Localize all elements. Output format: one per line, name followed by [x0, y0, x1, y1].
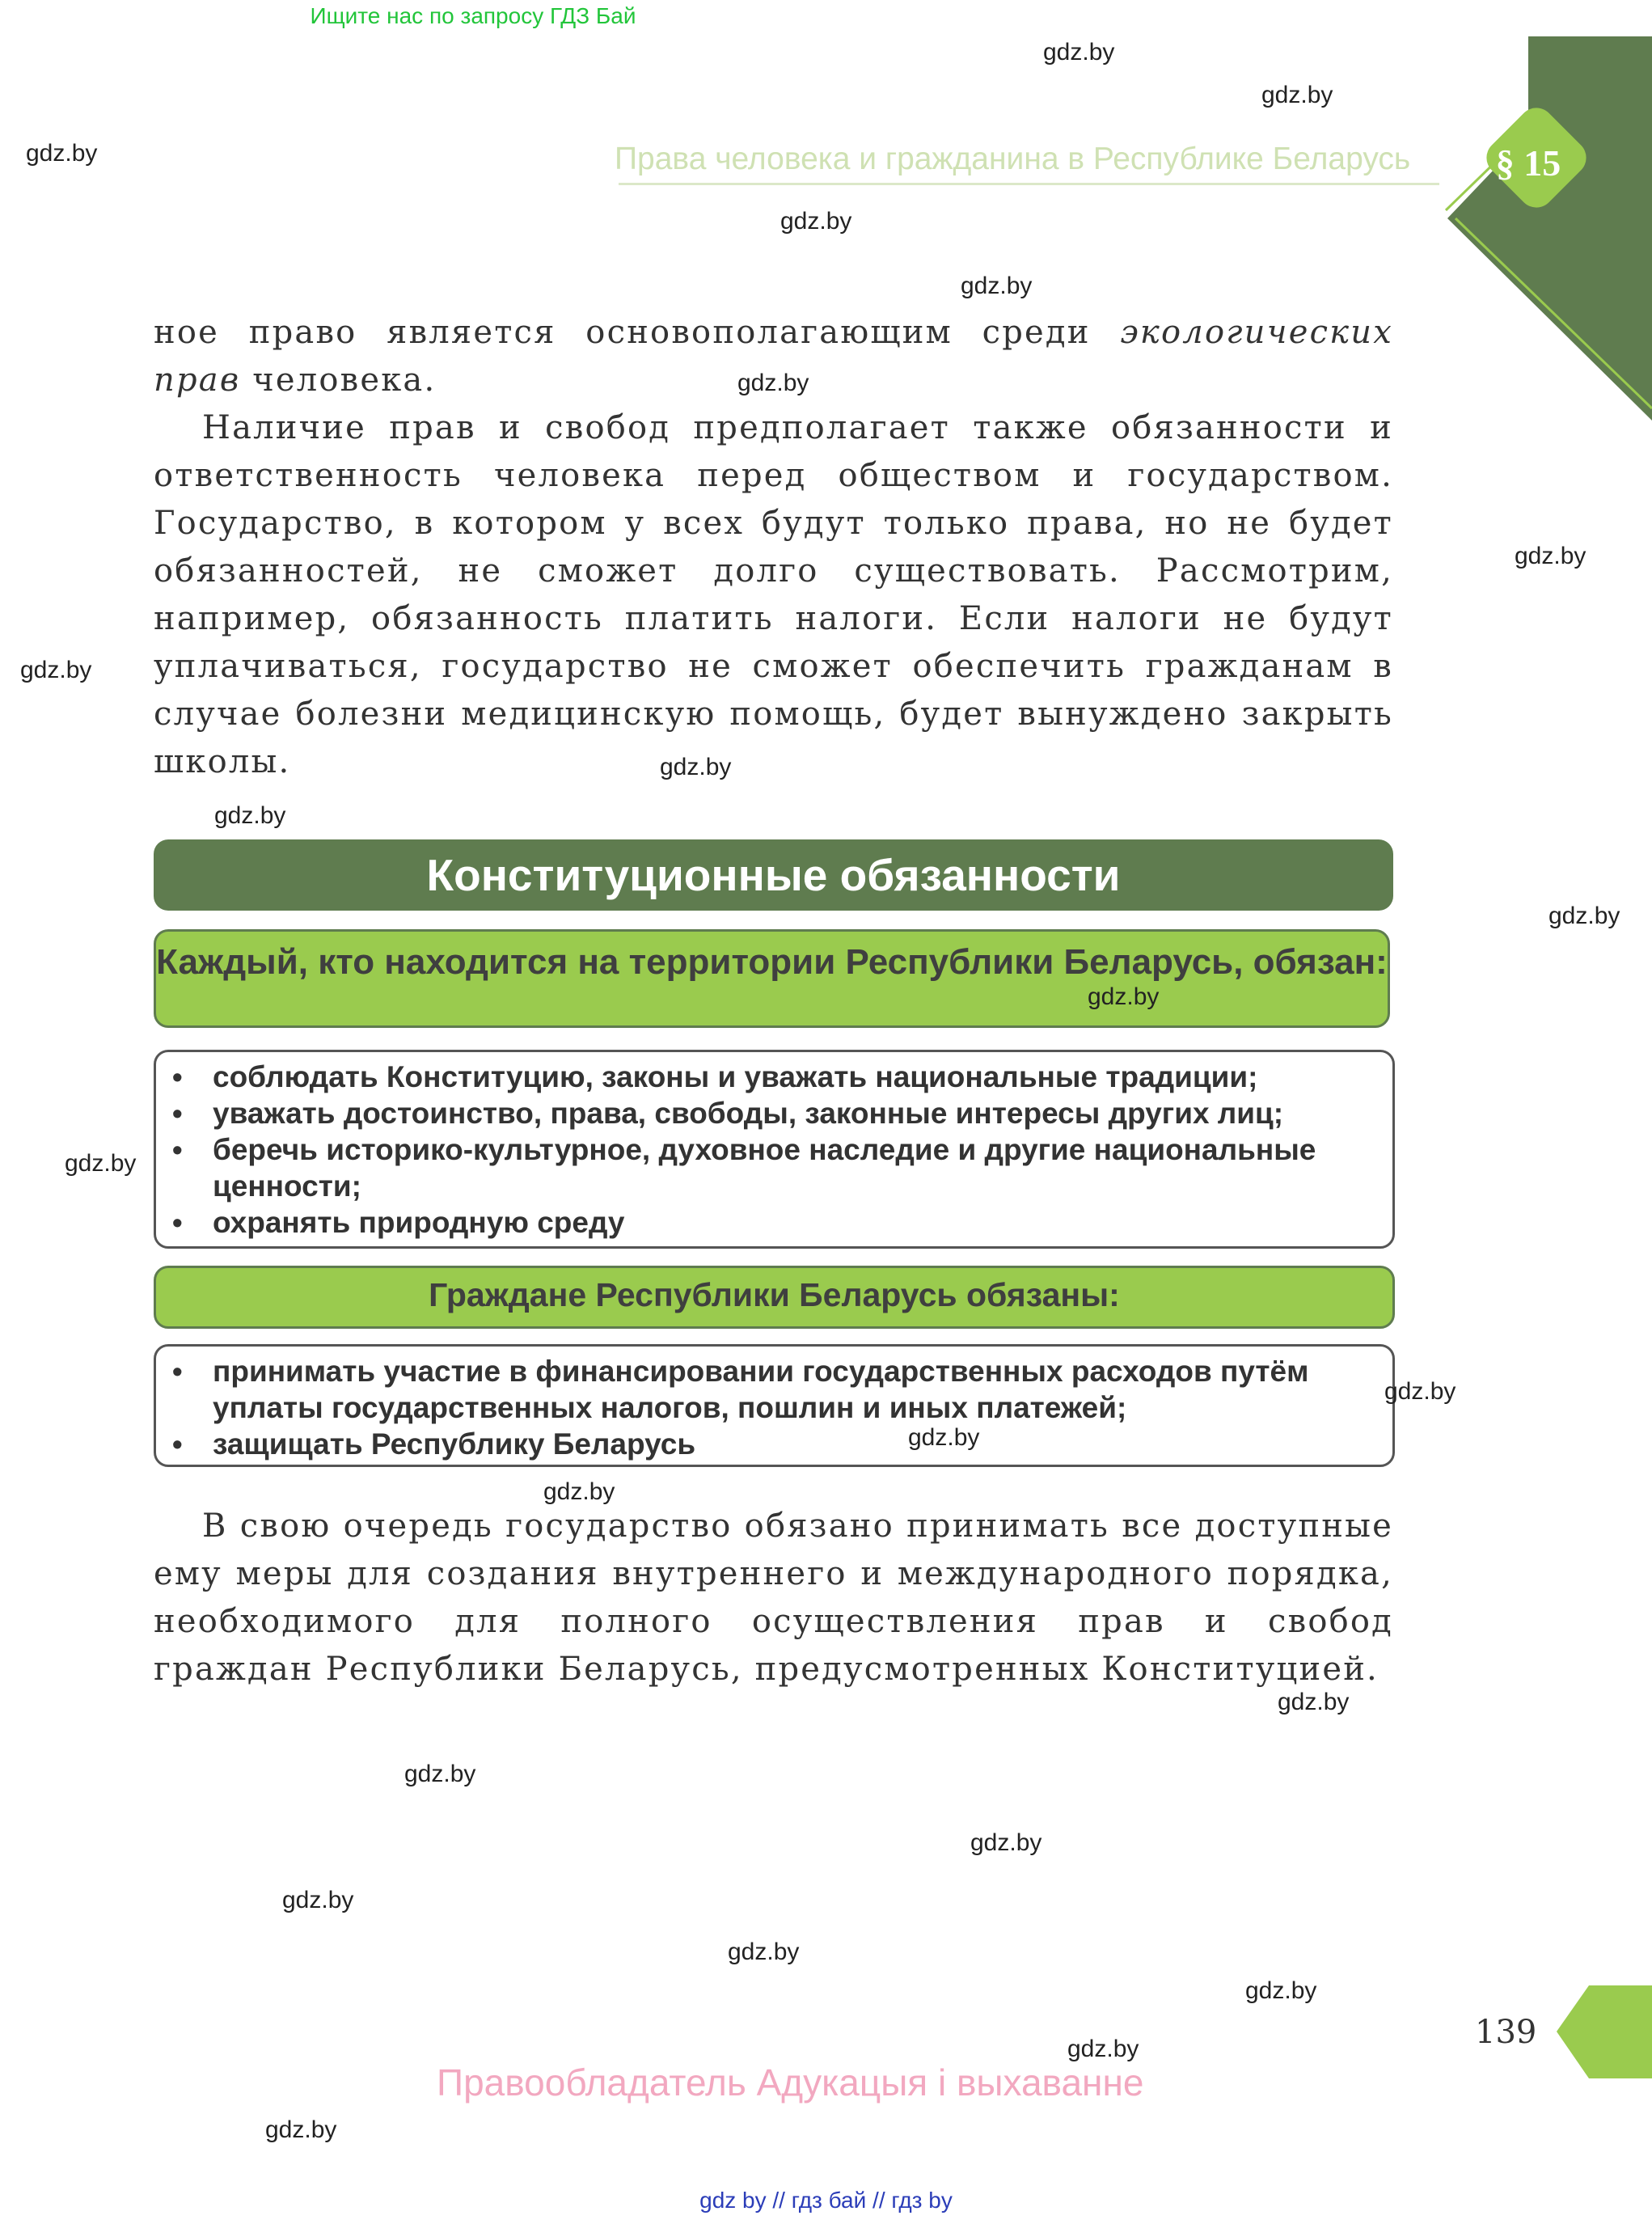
watermark: gdz.by — [1278, 1689, 1350, 1715]
watermark: gdz.by — [1043, 39, 1115, 66]
watermark: gdz.by — [1261, 82, 1333, 108]
header-divider — [619, 183, 1439, 185]
page-tab-shape — [1557, 1985, 1652, 2078]
watermark: gdz.by — [65, 1150, 137, 1177]
chapter-header-title: Права человека и гражданина в Республике Беларусь — [615, 142, 1411, 176]
watermark: gdz.by — [780, 208, 852, 235]
copyright-notice: Правообладатель Адукацыя і выхаванне — [437, 2061, 1144, 2103]
paragraph-1-end: человека. — [240, 362, 437, 399]
everyone-duties-list — [154, 1050, 1395, 1249]
paragraph-1-start: ное право является основополагающим среди — [154, 314, 1121, 351]
list-item: • беречь историко-культурное, духовное наследие и другие национальные ценности; — [172, 1133, 1316, 1203]
watermark: gdz.by — [961, 273, 1033, 299]
watermark: gdz.by — [26, 140, 98, 167]
bullet-icon: • — [172, 1097, 183, 1130]
section-title: Конституционные обязанности — [154, 839, 1393, 911]
watermark: gdz.by — [660, 754, 732, 780]
list-item: • принимать участие в финансировании государственных расходов путём уплаты государственных налогов, пошлин и иных платежей; — [172, 1355, 1309, 1424]
watermark: gdz.by — [737, 370, 809, 396]
paragraph-3: В свою очередь государство обязано принимать все доступные ему меры для создания внутреннего и международного порядка, необходимого для полного осуществления прав и свобод граждан Республики Беларусь, предусмотренных Конституцией. — [154, 1507, 1393, 1688]
watermark: gdz.by — [1384, 1378, 1456, 1405]
watermark: gdz.by — [404, 1761, 476, 1787]
citizens-obliged-header: Граждане Республики Беларусь обязаны: — [154, 1266, 1395, 1329]
footer-links[interactable]: gdz by // гдз бай // гдз by — [699, 2188, 953, 2213]
list-item: • уважать достоинство, права, свободы, законные интересы других лиц; — [172, 1097, 1284, 1130]
bullet-icon: • — [172, 1206, 183, 1239]
watermark: gdz.by — [214, 802, 286, 829]
corner-dark-shape — [1447, 36, 1652, 421]
watermark: gdz.by — [282, 1887, 354, 1913]
list-item: • соблюдать Конституцию, законы и уважать национальные традиции; — [172, 1060, 1258, 1093]
list-item: • охранять природную среду — [172, 1206, 625, 1239]
watermark: gdz.by — [908, 1424, 980, 1451]
bullet-icon: • — [172, 1133, 183, 1166]
watermark: gdz.by — [265, 2116, 337, 2143]
watermark: gdz.by — [1067, 2036, 1139, 2062]
bullet-icon: • — [172, 1060, 183, 1093]
watermark: gdz.by — [1245, 1977, 1317, 2004]
watermark: gdz.by — [543, 1478, 615, 1505]
bullet-icon: • — [172, 1427, 183, 1461]
citizens-duties-list — [154, 1344, 1395, 1467]
body-text-bottom — [154, 1503, 1393, 1693]
paragraph-2: Наличие прав и свобод предполагает также обязанности и ответственность человека перед обществом и государством. Государство, в котором у всех будут только права, но не будет обязанностей, не сможет долго существовать. Рассмотрим, например, обязанность платить налоги. Если налоги не будут уплачиваться, государство не сможет обеспечить гражданам в случае болезни медицинскую помощь, будет вынуждено закрыть школы. — [154, 409, 1393, 780]
watermark: gdz.by — [1088, 983, 1160, 1010]
watermark: gdz.by — [1515, 543, 1587, 569]
page-number: 139 — [1475, 2014, 1537, 2051]
term-ecological-rights: экологических прав — [154, 314, 1393, 399]
everyone-obliged-header: Каждый, кто находится на территории Республики Беларусь, обязан: — [154, 929, 1390, 1028]
bullet-icon: • — [172, 1355, 183, 1388]
watermark: gdz.by — [1548, 903, 1620, 929]
list-item: • защищать Республику Беларусь — [172, 1427, 696, 1461]
top-banner: Ищите нас по запросу ГДЗ Бай — [310, 3, 636, 28]
watermark: gdz.by — [20, 657, 92, 683]
watermark: gdz.by — [728, 1939, 800, 1965]
page-tab-decoration — [1557, 1985, 1652, 2078]
paragraph-badge: § 15 — [1495, 142, 1561, 184]
corner-decoration — [1407, 0, 1652, 421]
watermark: gdz.by — [970, 1829, 1042, 1856]
